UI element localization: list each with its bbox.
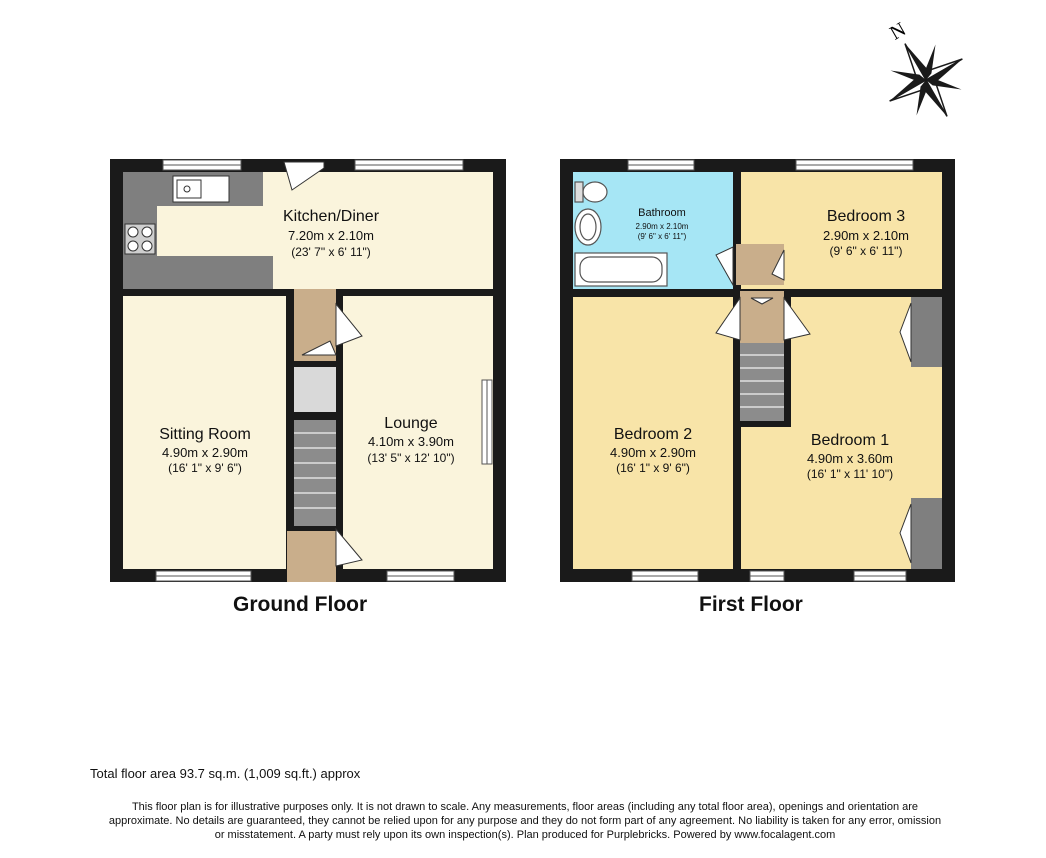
room-metric: 7.20m x 2.10m xyxy=(288,228,374,243)
room-metric: 2.90m x 2.10m xyxy=(635,222,689,231)
ground-entrance-hall xyxy=(287,531,336,582)
room-imperial: (16' 1" x 9' 6") xyxy=(616,461,690,475)
compass xyxy=(856,1,983,137)
room-label-kitchen xyxy=(283,208,380,259)
total-floor-area: Total floor area 93.7 sq.m. (1,009 sq.ft.) approx xyxy=(90,766,361,781)
room-metric: 4.90m x 2.90m xyxy=(162,445,248,460)
room-name: Lounge xyxy=(384,415,438,432)
room-metric: 2.90m x 2.10m xyxy=(823,228,909,243)
room-name: Bathroom xyxy=(638,207,686,219)
disclaimer-line: approximate. No details are guaranteed, they cannot be relied upon for any purpose and they do not form part of any agreement. No liability is taken for any error, omission xyxy=(108,815,942,827)
room-name: Sitting Room xyxy=(159,426,251,443)
ground-stairs xyxy=(294,420,336,526)
room-label-bedroom-3 xyxy=(823,208,909,258)
room-imperial: (16' 1" x 9' 6") xyxy=(168,461,242,475)
room-metric: 4.90m x 3.60m xyxy=(807,451,893,466)
room-imperial: (13' 5" x 12' 10") xyxy=(367,451,455,465)
disclaimer xyxy=(80,800,970,842)
room-label-bathroom xyxy=(636,207,689,241)
toilet xyxy=(583,182,607,202)
room-name: Kitchen/Diner xyxy=(282,208,380,225)
room-label-bedroom-1 xyxy=(807,432,893,481)
room-name: Bedroom 1 xyxy=(810,432,890,449)
room-metric: 4.10m x 3.90m xyxy=(368,434,454,449)
disclaimer-line: This floor plan is for illustrative purposes only. It is not drawn to scale. Any measurements, floor areas (including any total floor area), openings and orientation are xyxy=(131,801,919,813)
room-imperial: (9' 6" x 6' 11") xyxy=(637,232,687,241)
first-floor-title: First Floor xyxy=(699,593,803,616)
under-stairs-cupboard xyxy=(294,367,336,412)
room-imperial: (9' 6" x 6' 11") xyxy=(829,244,903,258)
room-name: Bedroom 3 xyxy=(826,208,906,225)
room-imperial: (16' 1" x 11' 10") xyxy=(806,467,894,481)
ground-floor-title: Ground Floor xyxy=(233,593,368,616)
lounge-floor xyxy=(343,296,493,569)
compass-north-label: N xyxy=(886,18,910,45)
room-metric: 4.90m x 2.90m xyxy=(610,445,696,460)
disclaimer-line: or misstatement. A party must rely upon its own inspection(s). Plan produced for Purplebricks. Powered by www.focalagent.com xyxy=(214,829,836,841)
kitchen-hob xyxy=(125,224,155,254)
room-label-sitting xyxy=(159,426,251,475)
room-name: Bedroom 2 xyxy=(613,426,693,443)
room-imperial: (23' 7" x 6' 11") xyxy=(291,245,371,259)
room-label-bedroom-2 xyxy=(610,426,696,475)
